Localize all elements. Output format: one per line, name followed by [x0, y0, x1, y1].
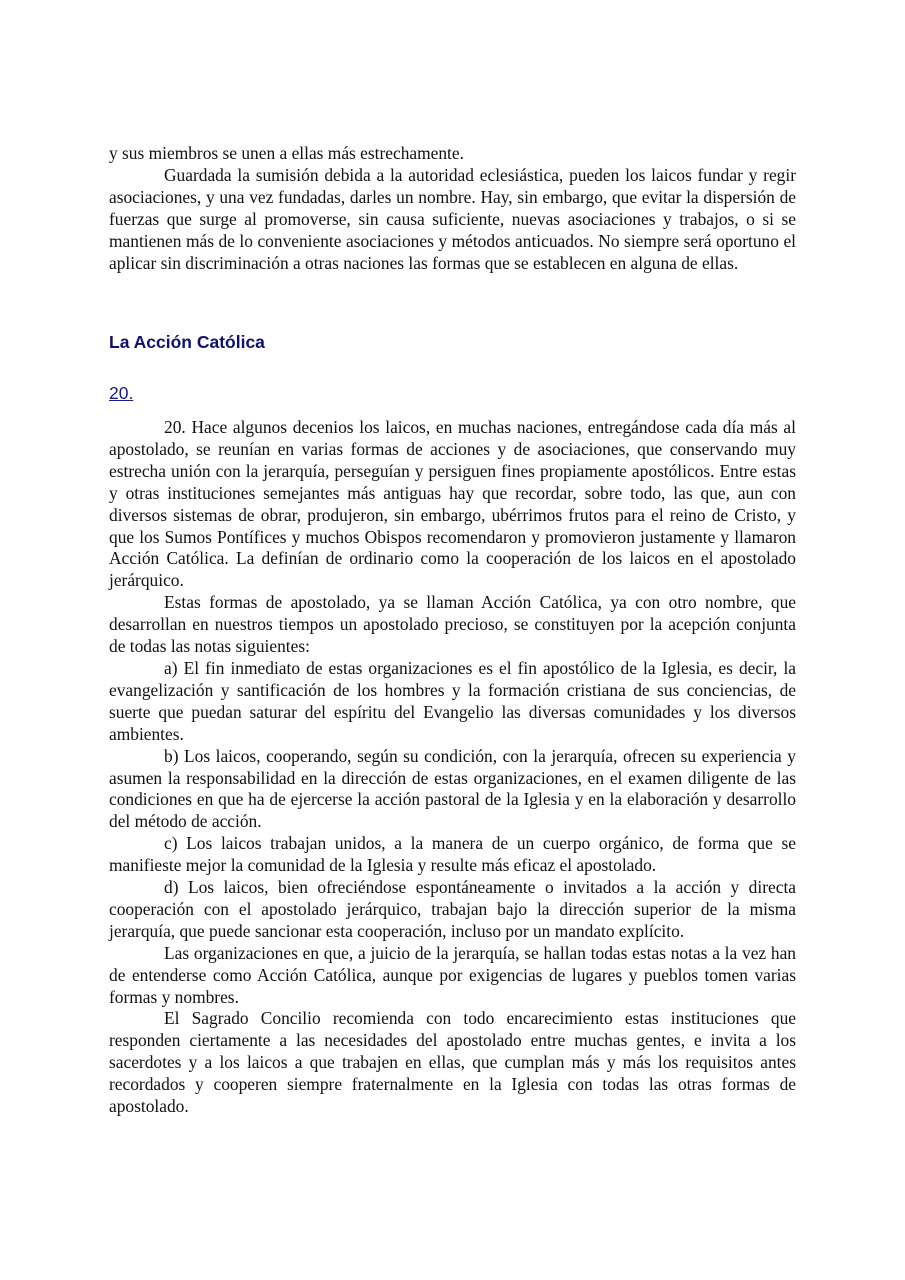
section-text-block — [109, 417, 796, 1118]
intro-text-block — [109, 143, 796, 274]
paragraph-associations: Guardada la sumisión debida a la autoridad eclesiástica, pueden los laicos fundar y regir asociaciones, y una vez fundadas, darles un nombre. Hay, sin embargo, que evitar la dispersión de fuerzas que surge al promoverse, sin causa suficiente, nuevas asociaciones y trabajos, o si se mantienen más de lo conveniente asociaciones y métodos anticuados. No siempre será oportuno el aplicar sin discriminación a otras naciones las formas que se establecen en alguna de ellas. — [109, 164, 796, 273]
paragraph-note-d: d) Los laicos, bien ofreciéndose espontáneamente o invitados a la acción y directa cooperación con el apostolado jerárquico, trabajan bajo la dirección superior de la misma jerarquía, que puede sancionar esta cooperación, incluso por un mandato explícito. — [109, 877, 796, 941]
paragraph-continuation: y sus miembros se unen a ellas más estrechamente. — [109, 143, 464, 163]
paragraph-note-a: a) El fin inmediato de estas organizaciones es el fin apostólico de la Iglesia, es decir, la evangelización y santificación de los hombres y la formación cristiana de sus conciencias, de suerte que puedan saturar del espíritu del Evangelio las diversas comunidades y los diversos ambientes. — [109, 657, 796, 744]
paragraph-organizations: Las organizaciones en que, a juicio de la jerarquía, se hallan todas estas notas a la vez han de entenderse como Acción Católica, aunque por exigencias de lugares y pueblos tomen varias formas y nombres. — [109, 942, 796, 1007]
paragraph-20: 20. Hace algunos decenios los laicos, en muchas naciones, entregándose cada día más al apostolado, se reunían en varias formas de acciones y de asociaciones, que conservando muy estrecha unión con la jerarquía, perseguían y persiguen fines propiamente apostólicos. Entre estas y otras instituciones semejantes más antiguas hay que recordar, sobre todo, las que, aun con diversos sistemas de obrar, produjeron, sin embargo, ubérrimos frutos para el reino de Cristo, y que los Sumos Pontífices y muchos Obispos recomendaron y promovieron justamente y llamaron Acción Católica. La definían de ordinario como la cooperación de los laicos en el apostolado jerárquico. — [109, 417, 796, 591]
section-number-link[interactable]: 20. — [109, 383, 134, 403]
paragraph-note-b: b) Los laicos, cooperando, según su condición, con la jerarquía, ofrecen su experiencia y asumen la responsabilidad en la dirección de estas organizaciones, en el examen diligente de las condiciones en que ha de ejercerse la acción pastoral de la Iglesia y en la elaboración y desarrollo del método de acción. — [109, 745, 796, 832]
paragraph-note-c: c) Los laicos trabajan unidos, a la manera de un cuerpo orgánico, de forma que se manifieste mejor la comunidad de la Iglesia y resulte más eficaz el apostolado. — [109, 833, 796, 876]
paragraph-council: El Sagrado Concilio recomienda con todo encarecimiento estas instituciones que responden ciertamente a las necesidades del apostolado entre muchas gentes, e invita a los sacerdotes y a los laicos a que trabajen en ellas, que cumplan más y más los requisitos antes recordados y cooperen siempre fraternalmente en la Iglesia con todas las otras formas de apostolado. — [109, 1008, 796, 1117]
paragraph-forms: Estas formas de apostolado, ya se llaman Acción Católica, ya con otro nombre, que desarrollan en nuestros tiempos un apostolado precioso, se constituyen por la acepción conjunta de todas las notas siguientes: — [109, 592, 796, 657]
section-heading: La Acción Católica — [109, 332, 265, 352]
